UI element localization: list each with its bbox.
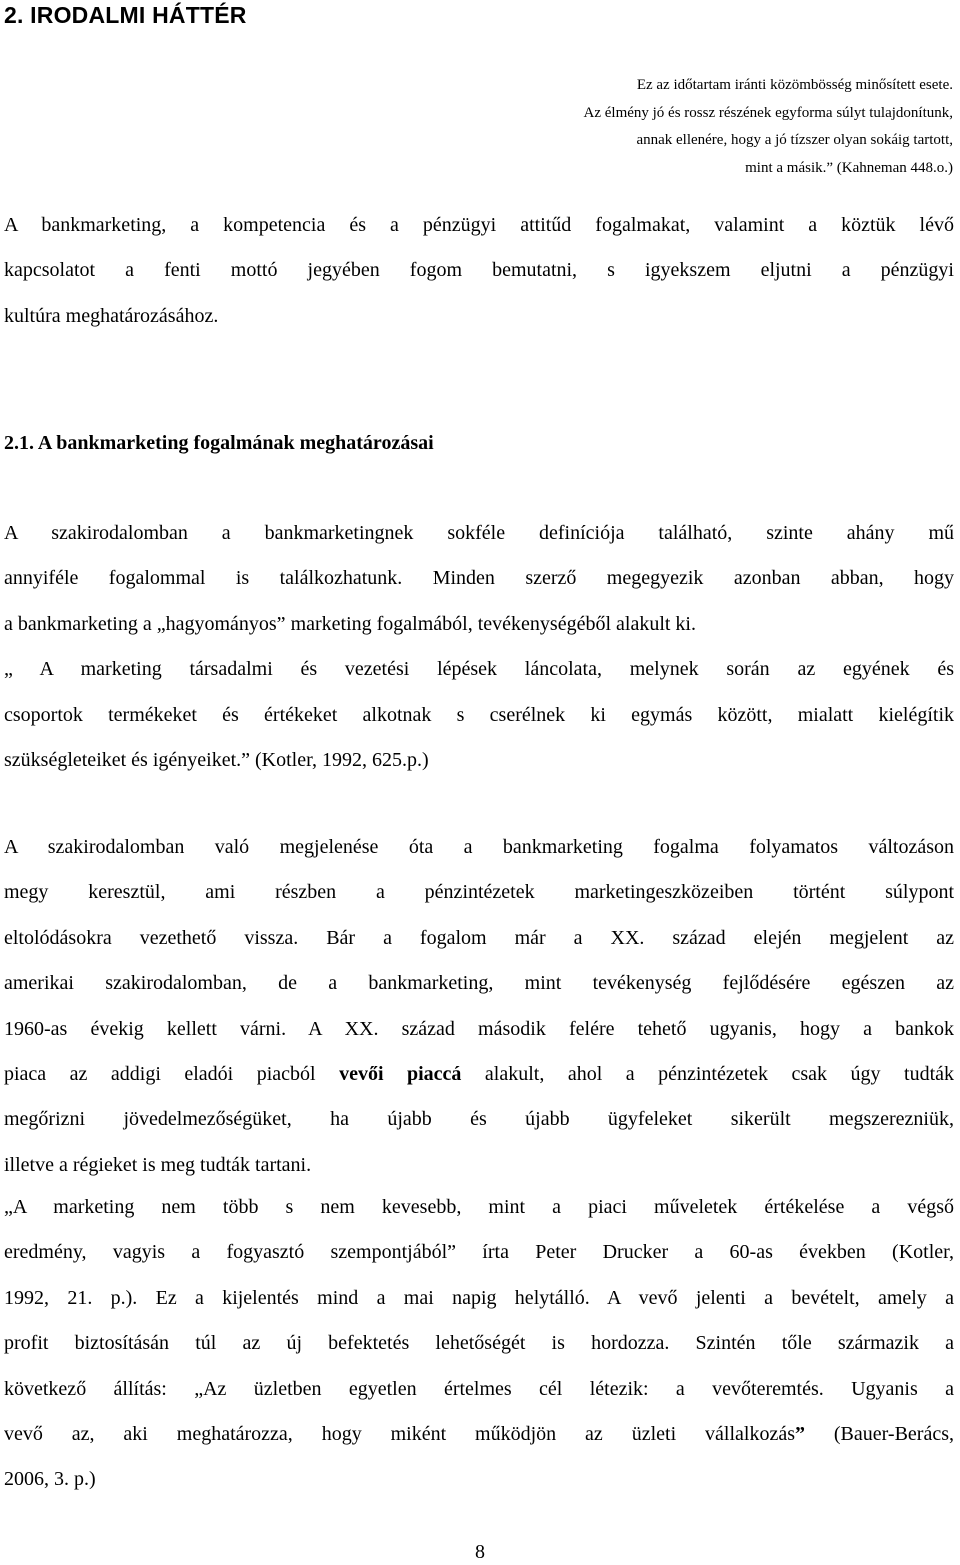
text-line: megőrizni jövedelmezőségüket, ha újabb és újabb ügyfeleket sikerült megszerezniük, (4, 1108, 954, 1131)
text-line: „A marketing nem több s nem kevesebb, mint a piaci műveletek értékelése a végső (4, 1196, 954, 1218)
text-line (4, 1412, 954, 1457)
text-line (4, 1052, 954, 1097)
motto-quote (393, 72, 953, 182)
emphasis-text: vevői piaccá (339, 1063, 462, 1086)
text-run: (Bauer-Berács, (805, 1423, 954, 1446)
text-line: eltolódásokra vezethető vissza. Bár a fogalom már a XX. század elején megjelent az (4, 926, 954, 949)
motto-line: Ez az időtartam iránti közömbösség minősített esete. (636, 77, 953, 93)
definition-paragraph (4, 511, 954, 783)
history-paragraph (4, 825, 954, 1188)
text-line: 1960-as évekig kellett várni. A XX. század második felére tehető ugyanis, hogy a bankok (4, 1017, 954, 1040)
intro-paragraph (4, 203, 954, 339)
text-run: vevő az, aki meghatározza, hogy miként működjön az üzleti vállalkozás (4, 1423, 795, 1446)
text-line: megy keresztül, ami részben a pénzintézetek marketingeszközeiben történt súlypont (4, 881, 954, 904)
text-line: szükségleteiket és igényeiket.” (Kotler, 1992, 625.p.) (4, 749, 429, 772)
text-line: A szakirodalomban a bankmarketingnek sokféle definíciója található, szinte ahány mű (4, 522, 954, 544)
page-number: 8 (475, 1541, 485, 1563)
text-line: a bankmarketing a „hagyományos” marketing fogalmából, tevékenységéből alakult ki. (4, 612, 696, 635)
text-line: kapcsolatot a fenti mottó jegyében fogom bemutatni, s igyekszem eljutni a pénzügyi (4, 259, 954, 282)
text-line: A bankmarketing, a kompetencia és a pénzügyi attitűd fogalmakat, valamint a köztük lévő (4, 214, 954, 236)
text-line: profit biztosításán túl az új befektetés lehetőségét is hordozza. Szintén tőle származik a (4, 1332, 954, 1355)
text-line: 2006, 3. p.) (4, 1468, 96, 1491)
emphasis-text: ” (795, 1423, 805, 1446)
text-line: „ A marketing társadalmi és vezetési lépések láncolata, melynek során az egyének és (4, 658, 954, 681)
text-line: annyiféle fogalommal is találkozhatunk. Minden szerző megegyezik azonban abban, hogy (4, 567, 954, 590)
motto-line: Az élmény jó és rossz részének egyforma súlyt tulajdonítunk, (583, 104, 953, 121)
motto-line: annak ellenére, hogy a jó tízszer olyan sokáig tartott, (636, 132, 953, 149)
drucker-paragraph (4, 1185, 954, 1503)
motto-line: mint a másik.” (Kahneman 448.o.) (745, 159, 953, 176)
text-line: eredmény, vagyis a fogyasztó szempontjából” írta Peter Drucker a 60-as években (Kotler, (4, 1241, 954, 1264)
text-line: csoportok termékeket és értékeket alkotnak s cserélnek ki egymás között, mialatt kielégítik (4, 703, 954, 726)
text-run: alakult, ahol a pénzintézetek csak úgy tudták (461, 1063, 954, 1086)
text-line: illetve a régieket is meg tudták tartani. (4, 1153, 312, 1176)
text-line: következő állítás: „Az üzletben egyetlen értelmes cél létezik: a vevőteremtés. Ugyanis a (4, 1377, 954, 1400)
text-line: kultúra meghatározásához. (4, 304, 219, 327)
chapter-title: 2. IRODALMI HÁTTÉR (4, 2, 247, 28)
text-line: amerikai szakirodalomban, de a bankmarketing, mint tevékenység fejlődésére egészen az (4, 972, 954, 995)
text-line: 1992, 21. p.). Ez a kijelentés mind a mai napig helytálló. A vevő jelenti a bevételt, amely a (4, 1286, 954, 1309)
text-run: piaca az addigi eladói piacból (4, 1063, 340, 1086)
section-heading: 2.1. A bankmarketing fogalmának meghatározásai (4, 432, 434, 454)
text-line: A szakirodalomban való megjelenése óta a bankmarketing fogalma folyamatos változáson (4, 836, 954, 858)
